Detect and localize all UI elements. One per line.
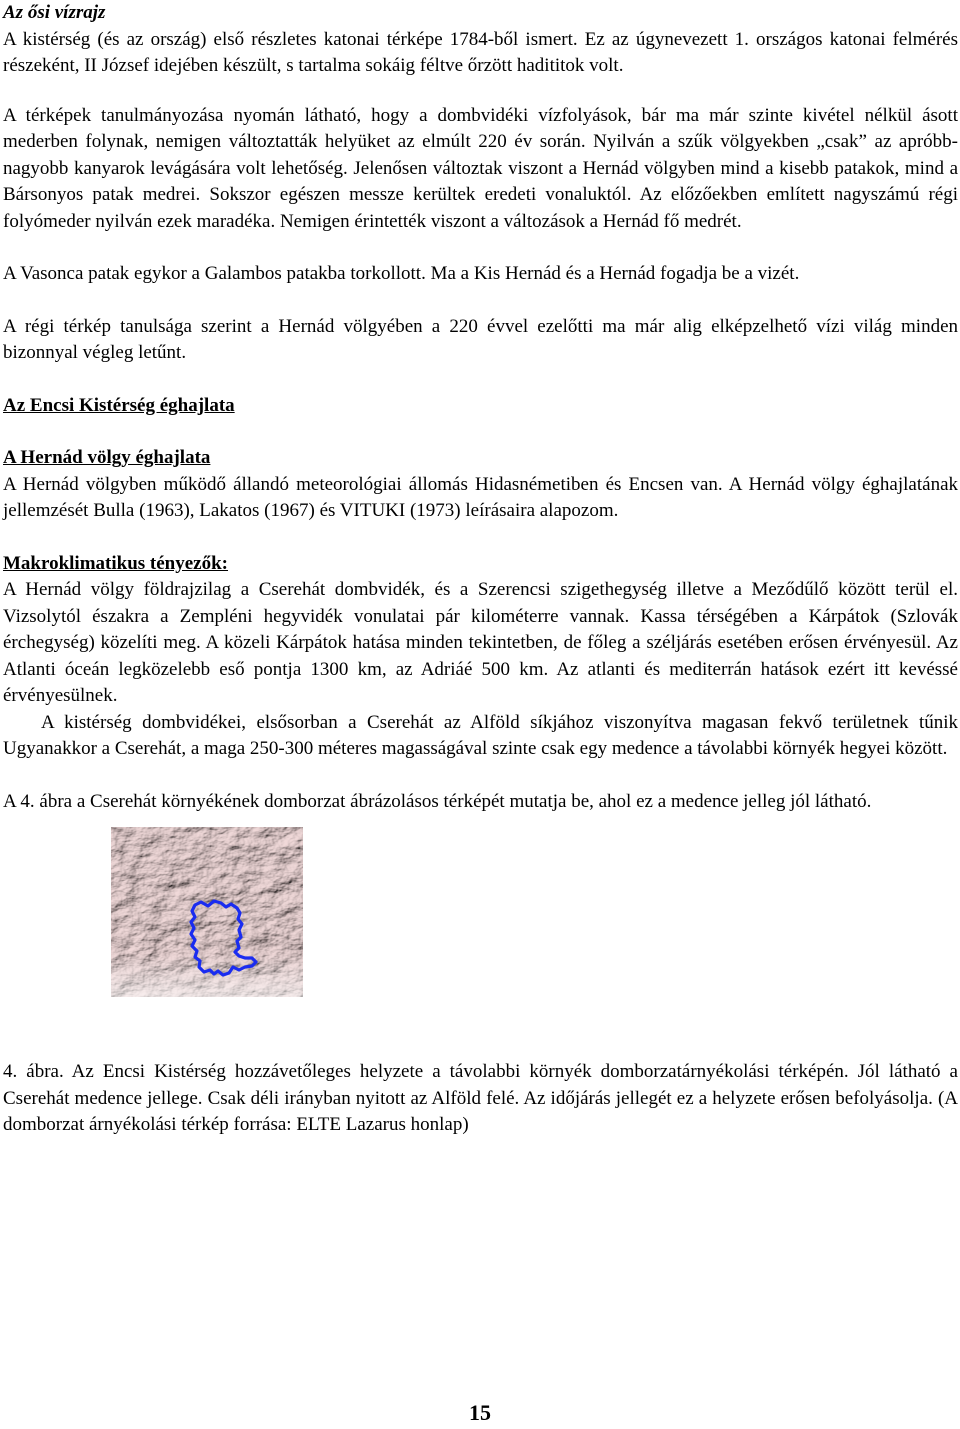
section-macro — [3, 551, 958, 816]
paragraph: A 4. ábra a Cserehát környékének domborzat ábrázolásos térképét mutatja be, ahol ez a medence jelleg jól látható. — [3, 790, 872, 812]
paragraph: A Vasonca patak egykor a Galambos patakba torkollott. Ma a Kis Hernád és a Hernád fogadja be a vizét. — [3, 263, 800, 284]
paragraph: A régi térkép tanulsága szerint a Hernád völgyében a 220 évvel ezelőtti ma már alig elképzelhető vízi világ minden bizonnyal végleg letűnt. — [3, 315, 958, 363]
section-hernad-climate — [3, 445, 958, 525]
relief-map-image — [111, 827, 303, 997]
paragraph: A kistérség dombvidékei, elsősorban a Cserehát az Alföld síkjához viszonyítva magasan fekvő területnek tűnik Ugyanakkor a Cserehát, a maga 250-300 méteres magasságával szinte csak egy medence a távolabbi környék hegyei között. — [3, 711, 958, 759]
relief-map-figure — [111, 827, 303, 997]
paragraph: A térképek tanulmányozása nyomán látható, hogy a dombvidéki vízfolyások, bár ma már szinte kivétel nélkül ásott mederben folynak, nemigen változtatták helyüket az elmúlt 220 év során. Nyilván a szűk völgyekben „csak” az apróbb-nagyobb kanyarok levágására volt lehetőség. Jelenősen változtak viszont a Hernád völgyben mind a kisebb patakok, mind a Bársonyos patak medrei. Sokszor egészen messze kerültek eredeti vonaluktól. Az előzőekben említett nagyszámú régi folyómeder nyilván ezek maradéka. Nemigen érintették viszont a változások a Hernád fő medrét. — [3, 104, 958, 232]
document-page — [3, 0, 958, 1139]
section-heading-hernad-climate: A Hernád völgy éghajlata — [3, 447, 211, 468]
page-number: 15 — [469, 1400, 491, 1425]
section-heading-climate: Az Encsi Kistérség éghajlata — [3, 394, 235, 416]
figure-caption: 4. ábra. Az Encsi Kistérség hozzávetőleges helyzete a távolabbi környék domborzatárnyékolási térképén. Jól látható a Cserehát medence jellege. Csak déli irányban nyitott az Alföld felé. Az időjárás jellegét ez a helyzete erősen befolyásolja. (A domborzat árnyékolási térkép forrása: ELTE Lazarus honlap) — [3, 1061, 958, 1135]
paragraph: A Hernád völgy földrajzilag a Cserehát dombvidék, és a Szerencsi szigethegység illetve a Meződűlő között terül el. Vizsolytól északra a Zempléni hegyvidék vonulatai pár kilométerre vannak. Kassa térségében a Kárpátok (Szlovák érchegység) közelíti meg. A közeli Kárpátok hatása minden tekintetben, de főleg a széljárás esetében erősen érvényesül. Az Atlanti óceán legközelebb eső pontja 1300 km, az Adriáé 500 km. Az atlanti és mediterrán hatások ezért itt kevéssé érvényesülnek. — [3, 579, 958, 706]
paragraph: A kistérség (és az ország) első részletes katonai térképe 1784-ből ismert. Ez az úgynevezett 1. országos katonai felmérés részeként, II József idejében készült, s tartalma sokáig féltve őrzött hadititok volt. — [3, 28, 958, 76]
section-old-water — [3, 0, 958, 367]
section-heading-old-water: Az ősi vízrajz — [3, 2, 106, 23]
section-heading-macro: Makroklimatikus tényezők: — [3, 552, 229, 574]
paragraph: A Hernád völgyben működő állandó meteorológiai állomás Hidasnémetiben és Encsen van. A Hernád völgy éghajlatának jellemzését Bulla (1963), Lakatos (1967) és VITUKI (1973) leírásaira alapozom. — [3, 473, 958, 521]
